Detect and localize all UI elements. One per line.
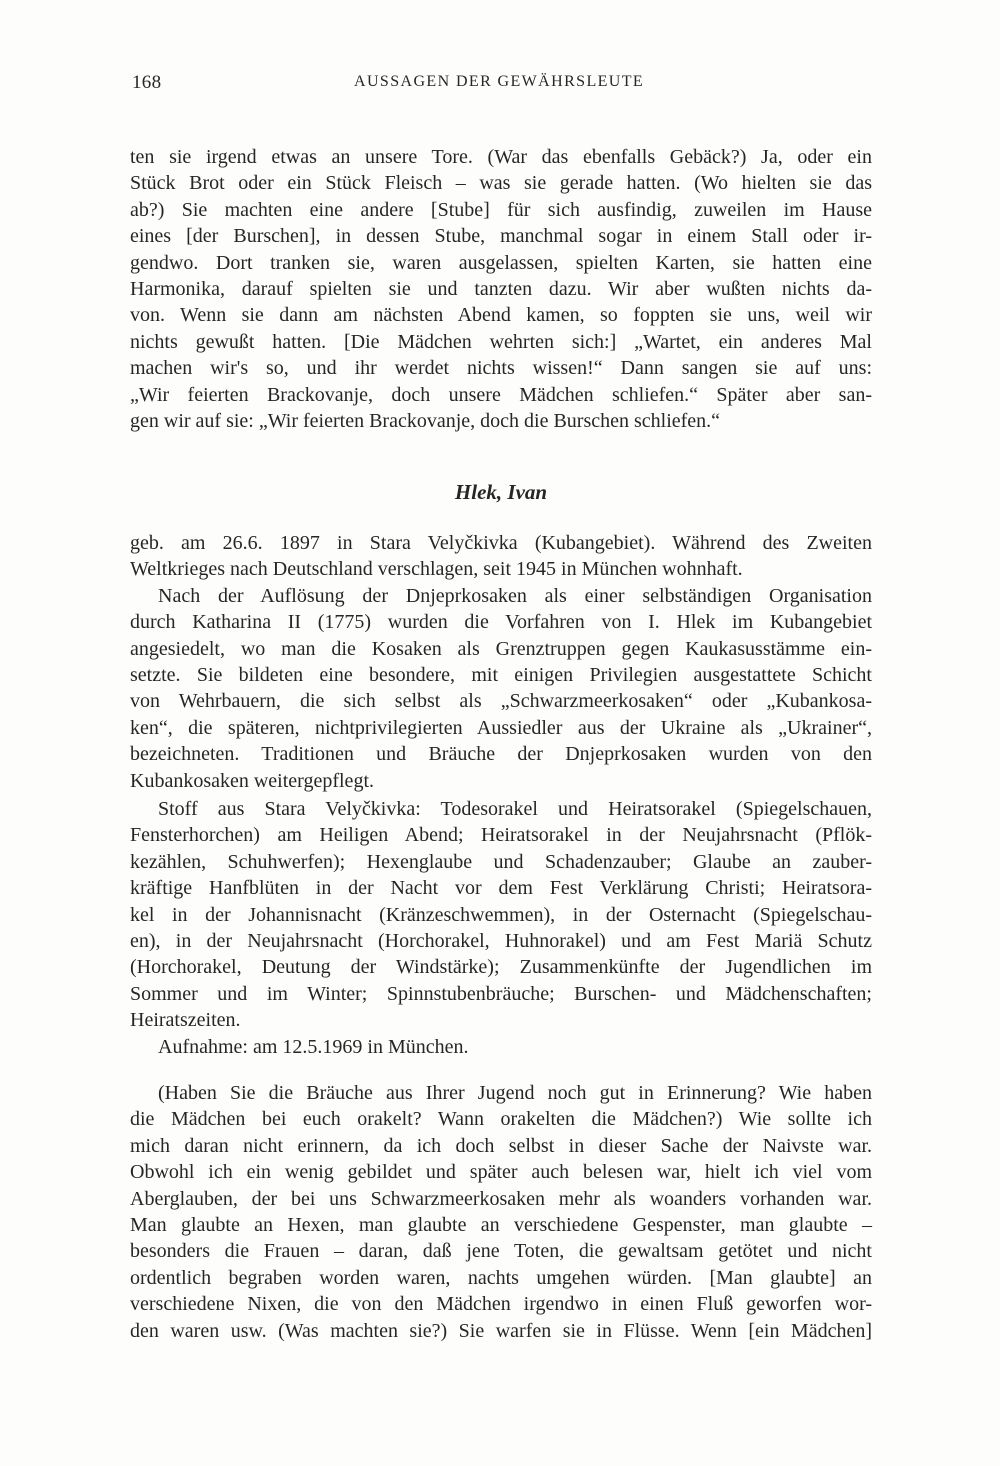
text-line: Stück Brot oder ein Stück Fleisch – was sie gerade hatten. (Wo hielten sie das [130,172,872,195]
text-line: „Wir feierten Brackovanje, doch unsere Mädchen schliefen.“ Später aber san- [130,383,872,406]
running-head: AUSSAGEN DER GEWÄHRSLEUTE [354,73,645,90]
text-line: Sommer und im Winter; Spinnstubenbräuche; Burschen- und Mädchenschaften; [130,982,872,1005]
text-line: gendwo. Dort tranken sie, waren ausgelassen, spielten Karten, sie hatten eine [130,251,872,274]
bio-paragraph [130,530,872,794]
recording-date-line: Aufnahme: am 12.5.1969 in München. [158,1035,469,1058]
text-line: kel in der Johannisnacht (Kränzeschwemmen), in der Osternacht (Spiegelschau- [130,903,872,926]
text-line: setzte. Sie bildeten eine besondere, mit einigen Privilegien ausgestattete Schicht [130,663,872,686]
text-line: Stoff aus Stara Velyčkivka: Todesorakel und Heiratsorakel (Spiegelschauen, [158,798,872,820]
text-line: verschiedene Nixen, die von den Mädchen irgendwo in einen Fluß geworfen wor- [130,1293,872,1316]
text-line: machen wir's so, und ihr werdet nichts wissen!“ Dann sangen sie auf uns: [130,357,872,380]
text-line: (Haben Sie die Bräuche aus Ihrer Jugend noch gut in Erinnerung? Wie haben [158,1082,872,1104]
section-heading: Hlek, Ivan [454,480,548,504]
text-line: geb. am 26.6. 1897 in Stara Velyčkivka (Kubangebiet). Während des Zweiten [130,532,872,554]
text-line: die Mädchen bei euch orakelt? Wann orakelten die Mädchen?) Wie sollte ich [130,1108,872,1131]
text-line: Weltkrieges nach Deutschland verschlagen, seit 1945 in München wohnhaft. [130,558,743,581]
text-line: kezählen, Schuhwerfen); Hexenglaube und Schadenzauber; Glaube an zauber- [130,850,872,873]
continuation-paragraph [130,144,872,434]
text-line: angesiedelt, wo man die Kosaken als Grenztruppen gegen Kaukasusstämme ein- [130,637,872,660]
text-line: von. Wenn sie dann am nächsten Abend kamen, so foppten sie uns, weil wir [130,304,872,327]
text-line: mich daran nicht erinnern, da ich doch selbst in dieser Sache der Naivste war. [130,1134,872,1157]
text-line: bezeichneten. Traditionen und Bräuche der Dnjeprkosaken wurden von den [130,743,872,766]
interview-paragraph [130,1080,872,1344]
text-line: ten sie irgend etwas an unsere Tore. (War das ebenfalls Gebäck?) Ja, oder ein [130,146,872,168]
text-line: den waren usw. (Was machten sie?) Sie warfen sie in Flüsse. Wenn [ein Mädchen] [130,1319,872,1342]
text-line: Fensterhorchen) am Heiligen Abend; Heiratsorakel in der Neujahrsnacht (Pflök- [130,824,872,847]
text-line: von Wehrbauern, die sich selbst als „Schwarzmeerkosaken“ oder „Kubankosa- [130,690,872,713]
text-line: Man glaubte an Hexen, man glaubte an verschiedene Gespenster, man glaubte – [130,1213,872,1236]
text-line: ab?) Sie machten eine andere [Stube] für sich ausfindig, zuweilen im Hause [130,198,872,221]
text-line: Obwohl ich ein wenig gebildet und später auch belesen war, hielt ich viel vom [130,1161,872,1184]
text-line: eines [der Burschen], in dessen Stube, manchmal sogar in einem Stall oder ir- [130,225,872,248]
text-line: gen wir auf sie: „Wir feierten Brackovanje, doch die Burschen schliefen.“ [130,409,721,432]
text-line: Aberglauben, der bei uns Schwarzmeerkosaken mehr als woanders vorhanden war. [130,1187,872,1210]
text-line: durch Katharina II (1775) wurden die Vorfahren von I. Hlek im Kubangebiet [130,611,872,634]
text-line: en), in der Neujahrsnacht (Horchorakel, Huhnorakel) und am Fest Mariä Schutz [130,929,872,952]
page-number: 168 [132,72,162,93]
text-line: kräftige Hanfblüten in der Nacht vor dem Fest Verklärung Christi; Heiratsora- [130,877,872,900]
text-line: Kubankosaken weitergepflegt. [130,769,374,792]
text-line: (Horchorakel, Deutung der Windstärke); Zusammenkünfte der Jugendlichen im [130,956,872,979]
text-line: besonders die Frauen – daran, daß jene Toten, die gewaltsam getötet und nicht [130,1240,872,1263]
page-header [132,72,870,102]
text-line: Nach der Auflösung der Dnjeprkosaken als einer selbständigen Organisation [158,584,872,607]
text-line: Heiratszeiten. [130,1009,241,1032]
stoff-paragraph [130,796,872,1060]
text-line: nichts gewußt hatten. [Die Mädchen wehrten sich:] „Wartet, ein anderes Mal [130,330,872,353]
text-line: Harmonika, darauf spielten sie und tanzten dazu. Wir aber wußten nichts da- [130,277,872,300]
text-line: ken“, die späteren, nichtprivilegierten Aussiedler aus der Ukraine als „Ukrainer“, [130,716,872,739]
text-line: ordentlich begraben worden waren, nachts umgehen würden. [Man glaubte] an [130,1266,872,1289]
